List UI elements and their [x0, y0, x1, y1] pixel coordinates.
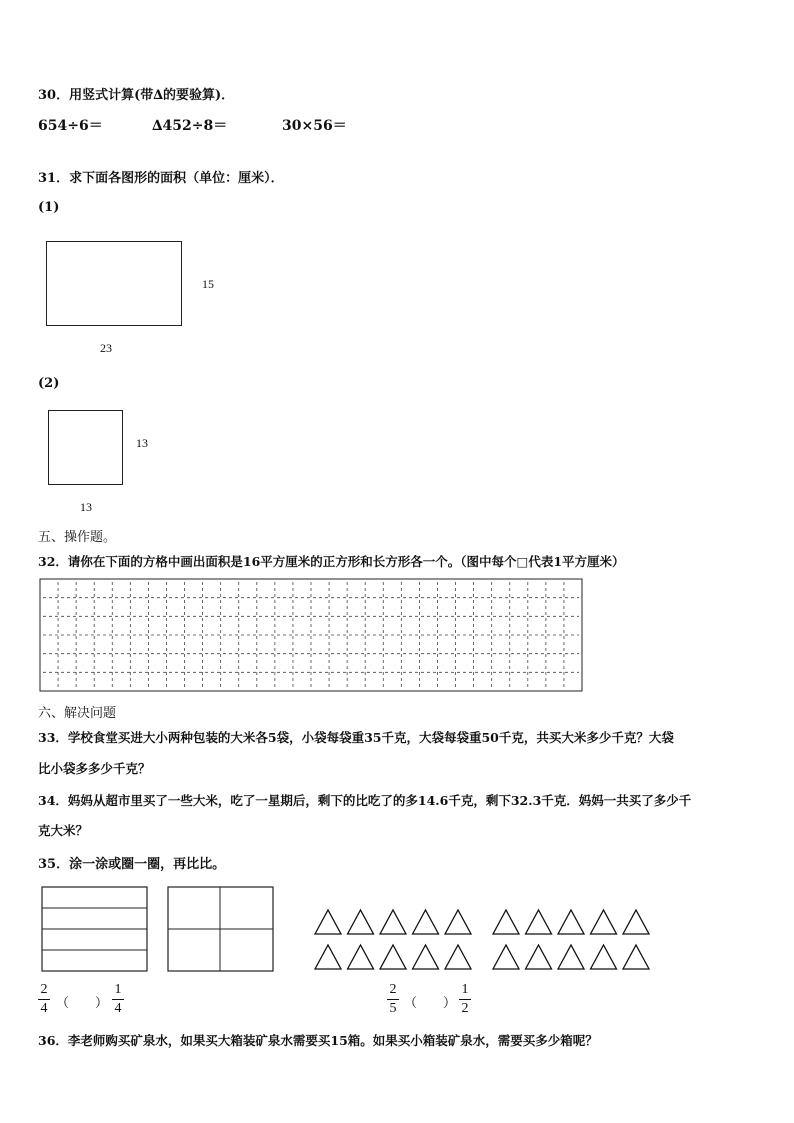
- fraction-1-4: [112, 983, 124, 1016]
- q30-title: 30．用竖式计算(带∆的要验算)．: [38, 88, 235, 103]
- fraction-2-5: [387, 983, 399, 1016]
- q34-line2: 克大米？: [38, 823, 89, 838]
- triangle-shape: [348, 945, 374, 969]
- comparison-blank-left[interactable]: （ ）: [56, 996, 109, 1011]
- fraction-numerator: 2: [40, 982, 48, 997]
- triangle-shape: [315, 910, 341, 934]
- section-6-heading: 六、解决问题: [38, 706, 117, 721]
- fraction-denominator: 2: [461, 1001, 469, 1016]
- q35-fraction-figures: [42, 887, 273, 971]
- q31-fig2-label: (2): [38, 376, 60, 391]
- triangle-shape: [558, 945, 584, 969]
- triangle-shape: [591, 910, 617, 934]
- dashed-grid-lines: [43, 582, 579, 688]
- triangle-shape: [413, 945, 439, 969]
- square-side-label-bottom: 13: [80, 500, 92, 514]
- q30-item-1: 654÷6＝: [38, 118, 103, 134]
- triangle-shape: [526, 945, 552, 969]
- q33-line2: 比小袋多多少千克？: [38, 761, 151, 776]
- q30-item-2: ∆452÷8＝: [152, 118, 228, 134]
- q32-title: 32．请你在下面的方格中画出面积是16平方厘米的正方形和长方形各一个。（图中每个□代表1平方厘米）: [38, 554, 625, 569]
- q31-fig1-label: (1): [38, 200, 60, 215]
- fraction-2-4: [38, 983, 50, 1016]
- q34-line1: 34．妈妈从超市里买了一些大米，吃了一星期后，剩下的比吃了的多14.6千克，剩下32.3千克．妈妈一共买了多少千: [38, 793, 692, 808]
- triangle-shape: [413, 910, 439, 934]
- fraction-numerator: 2: [389, 982, 397, 997]
- rectangle-width-label: 23: [100, 341, 112, 355]
- fraction-denominator: 4: [114, 1001, 122, 1016]
- fraction-denominator: 4: [40, 1001, 48, 1016]
- q33-line1: 33．学校食堂买进大小两种包装的大米各5袋，小袋每袋重35千克，大袋每袋重50千克，共买大米多少千克？大袋: [38, 730, 674, 745]
- square-side-label-right: 13: [136, 436, 148, 450]
- section-5-heading: 五、操作题。: [38, 530, 117, 545]
- triangle-shape: [493, 910, 519, 934]
- triangle-shape: [315, 945, 341, 969]
- q35-title: 35．涂一涂或圈一圈，再比比。: [38, 857, 226, 872]
- triangle-shape: [623, 945, 649, 969]
- fraction-numerator: 1: [461, 982, 469, 997]
- triangle-shape: [591, 945, 617, 969]
- triangle-shape: [348, 910, 374, 934]
- fraction-numerator: 1: [114, 982, 122, 997]
- triangle-shape: [380, 910, 406, 934]
- triangle-shape: [526, 910, 552, 934]
- fraction-denominator: 5: [389, 1001, 397, 1016]
- triangle-shape: [445, 910, 471, 934]
- triangle-groups: [315, 910, 649, 969]
- triangle-shape: [493, 945, 519, 969]
- triangle-shape: [558, 910, 584, 934]
- triangle-shape: [623, 910, 649, 934]
- q30-item-3: 30×56＝: [282, 118, 347, 134]
- fraction-1-2: [459, 983, 471, 1016]
- q36-text: 36．李老师购买矿泉水，如果买大箱装矿泉水需要买15箱。如果买小箱装矿泉水，需要买多少箱呢？: [38, 1033, 598, 1048]
- comparison-blank-right[interactable]: （ ）: [404, 996, 457, 1011]
- q31-title: 31．求下面各图形的面积（单位：厘米）．: [38, 171, 284, 186]
- triangle-shape: [445, 945, 471, 969]
- rectangle-height-label: 15: [202, 277, 214, 291]
- triangle-shape: [380, 945, 406, 969]
